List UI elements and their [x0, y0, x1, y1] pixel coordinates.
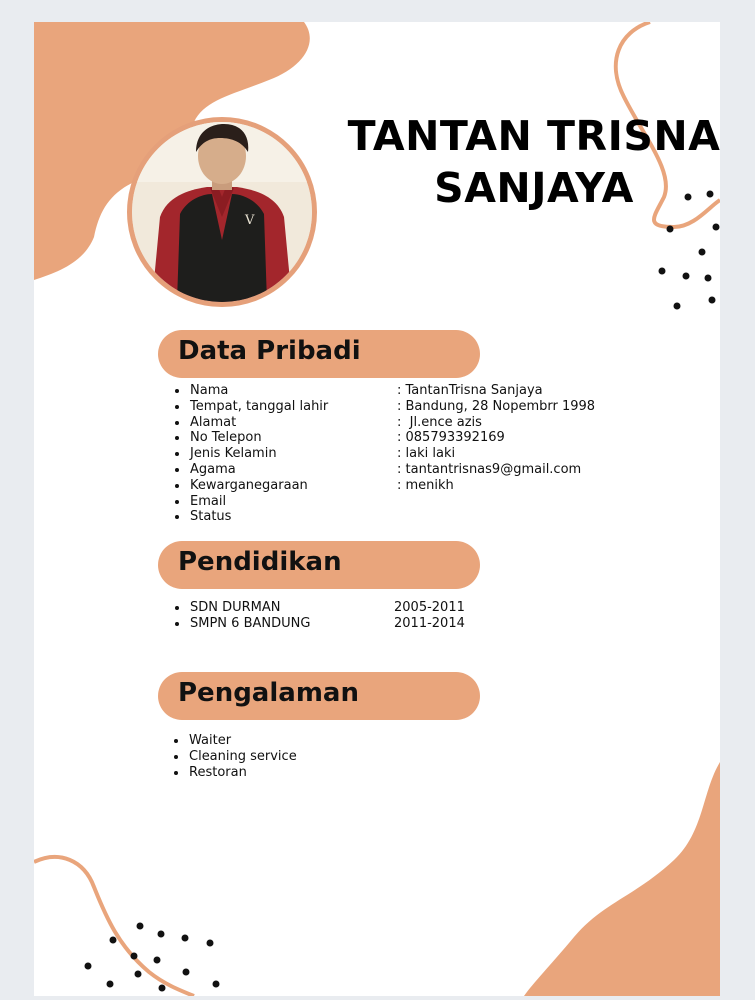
section-title-personal: Data Pribadi — [178, 336, 361, 366]
section-header-personal — [158, 330, 480, 378]
experience-list — [171, 733, 297, 780]
personal-value: : Bandung, 28 Nopembrr 1998 — [397, 398, 596, 414]
resume-page — [34, 22, 720, 996]
personal-label: Kewarganegaraan — [172, 478, 328, 494]
name-line-2: SANJAYA — [434, 164, 634, 212]
experience-item: Restoran — [171, 765, 297, 781]
personal-labels-list — [172, 383, 328, 525]
bullet-dot — [175, 622, 179, 626]
personal-label: No Telepon — [172, 430, 328, 446]
bottom-right-blob — [524, 762, 720, 996]
education-years: 2005-2011 — [394, 600, 465, 615]
full-name-heading — [334, 110, 720, 214]
personal-value: : 085793392169 — [397, 430, 505, 446]
bottom-left-dots — [85, 923, 220, 992]
education-years: 2011-2014 — [394, 616, 465, 631]
personal-label: Jenis Kelamin — [172, 446, 328, 462]
personal-value: : tantantrisnas9@gmail.com — [397, 461, 582, 477]
personal-label: Nama — [172, 383, 328, 399]
name-line-1: TANTAN TRISNA — [347, 112, 720, 160]
education-school: SDN DURMAN — [190, 600, 281, 615]
section-title-education: Pendidikan — [178, 547, 342, 577]
experience-item: Cleaning service — [171, 749, 297, 765]
education-school: SMPN 6 BANDUNG — [190, 616, 311, 631]
personal-value: : Jl.ence azis — [397, 414, 482, 430]
bullet-dot — [175, 606, 179, 610]
bottom-left-squiggle — [34, 857, 194, 996]
section-header-experience — [158, 672, 480, 720]
personal-label: Alamat — [172, 415, 328, 431]
profile-photo — [127, 117, 317, 307]
experience-item: Waiter — [171, 733, 297, 749]
personal-label: Status — [172, 509, 328, 525]
person-silhouette — [132, 122, 312, 302]
personal-value: : menikh — [397, 477, 454, 493]
personal-label: Agama — [172, 462, 328, 478]
personal-label: Email — [172, 494, 328, 510]
personal-value: : laki laki — [397, 446, 456, 462]
personal-values-list — [397, 383, 595, 494]
svg-text:V: V — [245, 213, 255, 228]
section-header-education — [158, 541, 480, 589]
personal-value: : TantanTrisna Sanjaya — [397, 383, 543, 398]
personal-label: Tempat, tanggal lahir — [172, 399, 328, 415]
section-title-experience: Pengalaman — [178, 678, 359, 708]
